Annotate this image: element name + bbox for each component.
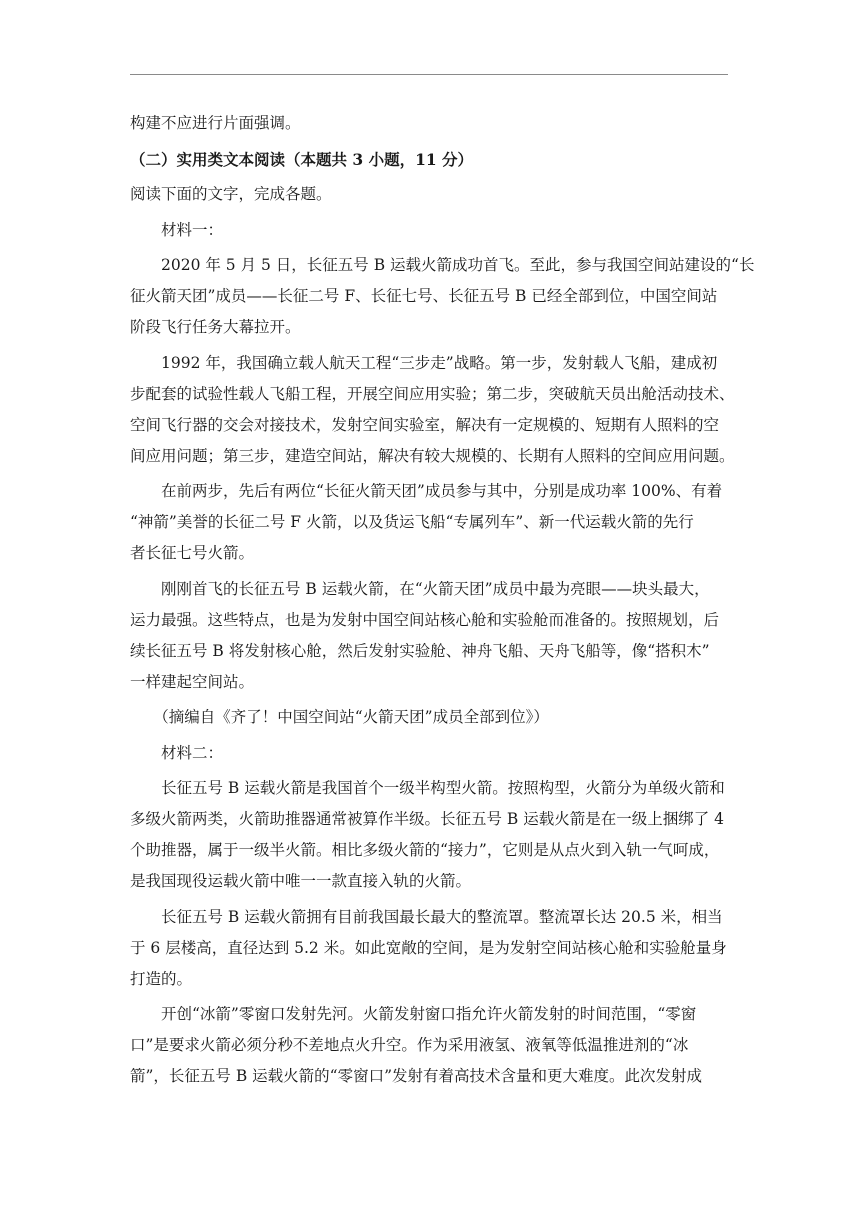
paragraph-line: 于 6 层楼高，直径达到 5.2 米。如此宽敞的空间，是为发射空间站核心舱和实验舱量身 [130, 938, 727, 957]
paragraph-line: 是我国现役运载火箭中唯一一款直接入轨的火箭。 [130, 872, 472, 890]
paragraph-line: 征火箭天团”成员——长征二号 F、长征七号、长征五号 B 已经全部到位，中国空间站 [130, 287, 718, 305]
paragraph-line: 刚刚首飞的长征五号 B 运载火箭，在“火箭天团”成员中最为亮眼——块头最大， [130, 579, 710, 598]
paragraph-line: 空间飞行器的交会对接技术，发射空间实验室，解决有一定规模的、短期有人照料的空 [130, 415, 720, 434]
paragraph-line: 阶段飞行任务大幕拉开。 [130, 318, 301, 336]
header-rule [130, 74, 728, 75]
material-two-label [130, 738, 730, 769]
material-one-paragraph-1 [130, 250, 755, 343]
paragraph-line: 2020 年 5 月 5 日，长征五号 B 运载火箭成功首飞。至此，参与我国空间站建设的“长 [130, 256, 755, 274]
paragraph-line: 1992 年，我国确立载人航天工程“三步走”战略。第一步，发射载人飞船，建成初 [130, 353, 718, 372]
instruction-text: 阅读下面的文字，完成各题。 [130, 185, 332, 203]
material-one-paragraph-2 [130, 348, 735, 472]
paragraph-line: 长征五号 B 运载火箭是我国首个一级半构型火箭。按照构型，火箭分为单级火箭和 [130, 779, 725, 797]
paragraph-line: 开创“冰箭”零窗口发射先河。火箭发射窗口指允许火箭发射的时间范围，“零窗 [130, 1005, 697, 1023]
material-one-label-text: 材料一： [161, 220, 224, 239]
paragraph-line: 间应用问题；第三步，建造空间站，解决有较大规模的、长期有人照料的空间应用问题。 [130, 446, 735, 465]
material-two-paragraph-1 [130, 773, 730, 897]
paragraph-line: 续长征五号 B 将发射核心舱，然后发射实验舱、神舟飞船、天舟飞船等，像“搭积木” [130, 641, 710, 660]
paragraph-line: 步配套的试验性载人飞船工程，开展空间应用实验；第二步，突破航天员出舱活动技术、 [130, 384, 735, 403]
paragraph-line: 运力最强。这些特点，也是为发射中国空间站核心舱和实验舱而准备的。按照规划，后 [130, 610, 720, 629]
paragraph-line: “神箭”美誉的长征二号 F 火箭，以及货运飞船“专属列车”、新一代运载火箭的先行 [130, 513, 694, 531]
section-heading: （二）实用类文本阅读（本题共 3 小题，11 分） [130, 149, 474, 169]
paragraph-line: 多级火箭两类，火箭助推器通常被算作半级。长征五号 B 运载火箭是在一级上捆绑了 4 [130, 810, 725, 828]
material-two-label-text: 材料二： [161, 743, 224, 762]
paragraph-line: 者长征七号火箭。 [130, 544, 255, 562]
paragraph-line: 打造的。 [130, 969, 193, 988]
paragraph-line: 口”是要求火箭必须分秒不差地点火升空。作为采用液氢、液氧等低温推进剂的“冰 [130, 1036, 689, 1054]
document-body [130, 108, 755, 1097]
paragraph-line: 在前两步，先后有两位“长征火箭天团”成员参与其中，分别是成功率 100%、有着 [130, 482, 723, 500]
material-two-paragraph-3 [130, 999, 730, 1092]
material-two-paragraph-2 [130, 902, 730, 995]
paragraph-line: 长征五号 B 运载火箭拥有目前我国最长最大的整流罩。整流罩长达 20.5 米，相当 [130, 907, 723, 926]
material-one-source: （摘编自《齐了！中国空间站“火箭天团”成员全部到位》） [130, 708, 549, 726]
material-one-label [130, 215, 730, 246]
material-one-paragraph-3 [130, 476, 730, 569]
material-one-paragraph-4 [130, 574, 730, 698]
paragraph-line: 个助推器，属于一级半火箭。相比多级火箭的“接力”，它则是从点火到入轨一气呵成， [130, 841, 720, 859]
paragraph-line: 一样建起空间站。 [130, 672, 255, 691]
intro-tail-text: 构建不应进行片面强调。 [130, 114, 301, 132]
paragraph-line: 箭”，长征五号 B 运载火箭的“零窗口”发射有着高技术含量和更大难度。此次发射成 [130, 1067, 703, 1085]
